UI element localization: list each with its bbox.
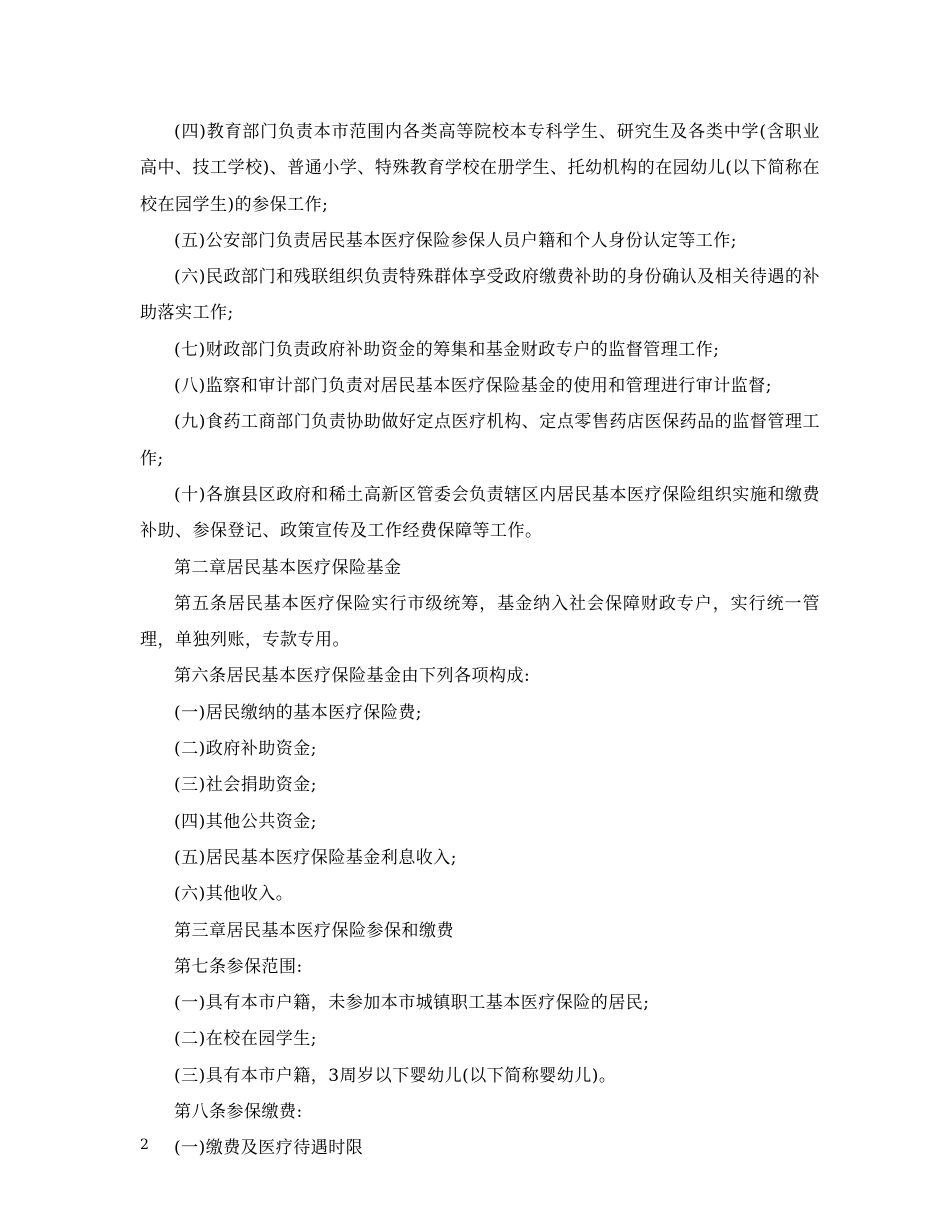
list-item: (六)其他收入。: [174, 884, 294, 905]
article-paragraph: 第八条参保缴费:: [174, 1102, 303, 1123]
paragraph: (九)食药工商部门负责协助做好定点医疗机构、定点零售药店医保药品的监督管理工作;: [140, 412, 820, 469]
list-item: (四)其他公共资金;: [174, 811, 317, 832]
list-item: (一)缴费及医疗待遇时限: [174, 1138, 364, 1159]
paragraph: (六)民政部门和残联组织负责特殊群体享受政府缴费补助的身份确认及相关待遇的补助落实工作;: [140, 267, 820, 324]
list-item: (一)居民缴纳的基本医疗保险费;: [174, 702, 422, 723]
list-item: (三)社会捐助资金;: [174, 775, 317, 796]
page-number: 2: [140, 1137, 149, 1153]
list-item: (二)在校在园学生;: [174, 1029, 317, 1050]
list-item: (二)政府补助资金;: [174, 739, 317, 760]
article-paragraph: 第六条居民基本医疗保险基金由下列各项构成:: [174, 666, 531, 687]
list-item: (五)居民基本医疗保险基金利息收入;: [174, 847, 457, 868]
paragraph: (七)财政部门负责政府补助资金的筹集和基金财政专户的监督管理工作;: [174, 339, 720, 360]
paragraph: (四)教育部门负责本市范围内各类高等院校本专科学生、研究生及各类中学(含职业高中、技工学校)、普通小学、特殊教育学校在册学生、托幼机构的在园幼儿(以下简称在校在园学生)的参保工作;: [140, 122, 820, 215]
list-item: (三)具有本市户籍，3周岁以下婴幼儿(以下简称婴幼儿)。: [174, 1065, 617, 1086]
article-paragraph: 第五条居民基本医疗保险实行市级统筹，基金纳入社会保障财政专户，实行统一管理，单独列账，专款专用。: [140, 593, 820, 651]
list-item: (一)具有本市户籍，未参加本市城镇职工基本医疗保险的居民;: [174, 993, 650, 1014]
paragraph: (五)公安部门负责居民基本医疗保险参保人员户籍和个人身份认定等工作;: [174, 230, 737, 251]
paragraph: (十)各旗县区政府和稀土高新区管委会负责辖区内居民基本医疗保险组织实施和缴费补助、参保登记、政策宣传及工作经费保障等工作。: [140, 484, 820, 542]
chapter-heading: 第三章居民基本医疗保险参保和缴费: [174, 920, 454, 941]
document-body: [140, 114, 820, 1167]
paragraph: (八)监察和审计部门负责对居民基本医疗保险基金的使用和管理进行审计监督;: [174, 376, 772, 397]
article-paragraph: 第七条参保范围:: [174, 956, 303, 977]
chapter-heading: 第二章居民基本医疗保险基金: [174, 557, 402, 578]
